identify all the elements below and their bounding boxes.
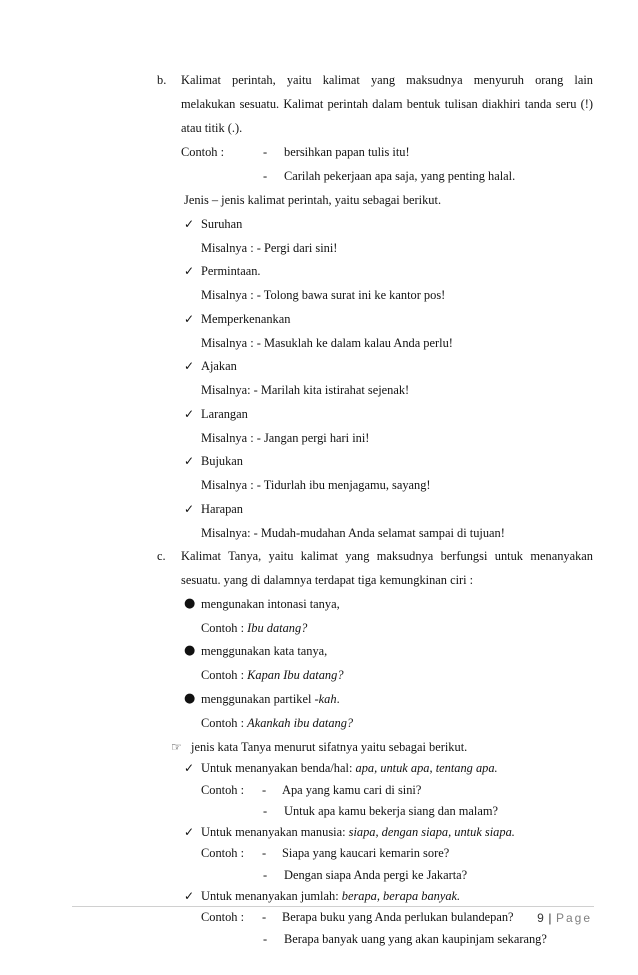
checkmark-icon: ✓ xyxy=(184,761,195,775)
item-title: Ajakan xyxy=(201,359,237,373)
example-dash: - xyxy=(263,145,268,159)
ciri-text: mengunakan intonasi tanya, xyxy=(201,597,340,611)
ciri-text: menggunakan partikel -kah. xyxy=(201,692,340,706)
checkmark-icon: ✓ xyxy=(184,264,195,278)
contoh-label: Contoh : xyxy=(201,910,245,924)
checkmark-icon: ✓ xyxy=(184,454,195,468)
example-dash: - xyxy=(262,783,267,797)
jenis-title: Untuk menanyakan benda/hal: apa, untuk apa, tentang apa. xyxy=(201,761,498,775)
page-footer xyxy=(537,911,592,925)
checkmark-icon: ✓ xyxy=(184,889,195,903)
example-dash: - xyxy=(262,910,267,924)
item-example: Misalnya: - Mudah-mudahan Anda selamat sampai di tujuan! xyxy=(201,526,505,540)
item-example: Misalnya: - Marilah kita istirahat sejenak! xyxy=(201,383,410,397)
example-dash: - xyxy=(263,169,268,183)
checkmark-icon: ✓ xyxy=(184,825,195,839)
example-dash: - xyxy=(263,932,268,946)
jenis-tanya-intro: jenis kata Tanya menurut sifatnya yaitu sebagai berikut. xyxy=(191,740,468,754)
checkmark-icon: ✓ xyxy=(184,312,195,326)
example-dash: - xyxy=(263,804,268,818)
bullet-icon: ● xyxy=(184,596,196,611)
jenis-title: Untuk menanyakan jumlah: berapa, berapa banyak. xyxy=(201,889,461,903)
ciri-text: menggunakan kata tanya, xyxy=(201,644,328,658)
page-number: 9 xyxy=(537,911,545,925)
ciri-contoh: Contoh : Ibu datang? xyxy=(201,621,308,635)
item-title: Memperkenankan xyxy=(201,312,291,326)
item-example: Misalnya : - Tolong bawa surat ini ke kantor pos! xyxy=(201,288,446,302)
ciri-contoh: Contoh : Akankah ibu datang? xyxy=(201,716,354,730)
checkmark-icon: ✓ xyxy=(184,217,195,231)
example-dash: - xyxy=(262,846,267,860)
checkmark-icon: ✓ xyxy=(184,359,195,373)
example-text: Berapa banyak uang yang akan kaupinjam sekarang? xyxy=(284,932,547,946)
item-example: Misalnya : - Masuklah ke dalam kalau Anda perlu! xyxy=(201,336,453,350)
checkmark-icon: ✓ xyxy=(184,407,195,421)
example-dash: - xyxy=(263,868,268,882)
section-c-letter: c. xyxy=(157,549,166,563)
item-title: Larangan xyxy=(201,407,248,421)
example-text: Dengan siapa Anda pergi ke Jakarta? xyxy=(284,868,468,882)
contoh-label: Contoh : xyxy=(201,783,245,797)
example-text: Apa yang kamu cari di sini? xyxy=(282,783,422,797)
example-text: Siapa yang kaucari kemarin sore? xyxy=(282,846,450,860)
page-word: Page xyxy=(555,911,592,925)
example-text: Untuk apa kamu bekerja siang dan malam? xyxy=(284,804,499,818)
section-b-letter: b. xyxy=(157,73,167,87)
section-b-line-1: Kalimat perintah, yaitu kalimat yang maksudnya menyuruh orang lain xyxy=(181,73,593,87)
item-example: Misalnya : - Pergi dari sini! xyxy=(201,241,338,255)
section-b-line-2: melakukan sesuatu. Kalimat perintah dalam bentuk tulisan diakhiri tanda seru (!) xyxy=(181,97,593,111)
item-title: Suruhan xyxy=(201,217,243,231)
pointing-hand-icon: ☞ xyxy=(171,740,182,754)
contoh-label: Contoh : xyxy=(201,846,245,860)
example-text: bersihkan papan tulis itu! xyxy=(284,145,410,159)
item-example: Misalnya : - Jangan pergi hari ini! xyxy=(201,431,370,445)
ciri-contoh: Contoh : Kapan Ibu datang? xyxy=(201,668,344,682)
item-title: Permintaan. xyxy=(201,264,261,278)
item-title: Harapan xyxy=(201,502,243,516)
footer-separator: | xyxy=(548,911,552,925)
footer-divider xyxy=(72,906,594,907)
item-example: Misalnya : - Tidurlah ibu menjagamu, sayang! xyxy=(201,478,431,492)
contoh-label: Contoh : xyxy=(181,145,225,159)
bullet-icon: ● xyxy=(184,643,196,658)
bullet-icon: ● xyxy=(184,691,196,706)
example-text: Berapa buku yang Anda perlukan bulandepan? xyxy=(282,910,514,924)
checkmark-icon: ✓ xyxy=(184,502,195,516)
jenis-perintah-intro: Jenis – jenis kalimat perintah, yaitu sebagai berikut. xyxy=(184,193,442,207)
section-b-line-3: atau titik (.). xyxy=(181,121,243,135)
item-title: Bujukan xyxy=(201,454,243,468)
section-c-line-2: sesuatu. yang di dalamnya terdapat tiga kemungkinan ciri : xyxy=(181,573,474,587)
jenis-title: Untuk menanyakan manusia: siapa, dengan siapa, untuk siapa. xyxy=(201,825,515,839)
section-c-line-1: Kalimat Tanya, yaitu kalimat yang maksudnya berfungsi untuk menanyakan xyxy=(181,549,593,563)
example-text: Carilah pekerjaan apa saja, yang penting halal. xyxy=(284,169,516,183)
